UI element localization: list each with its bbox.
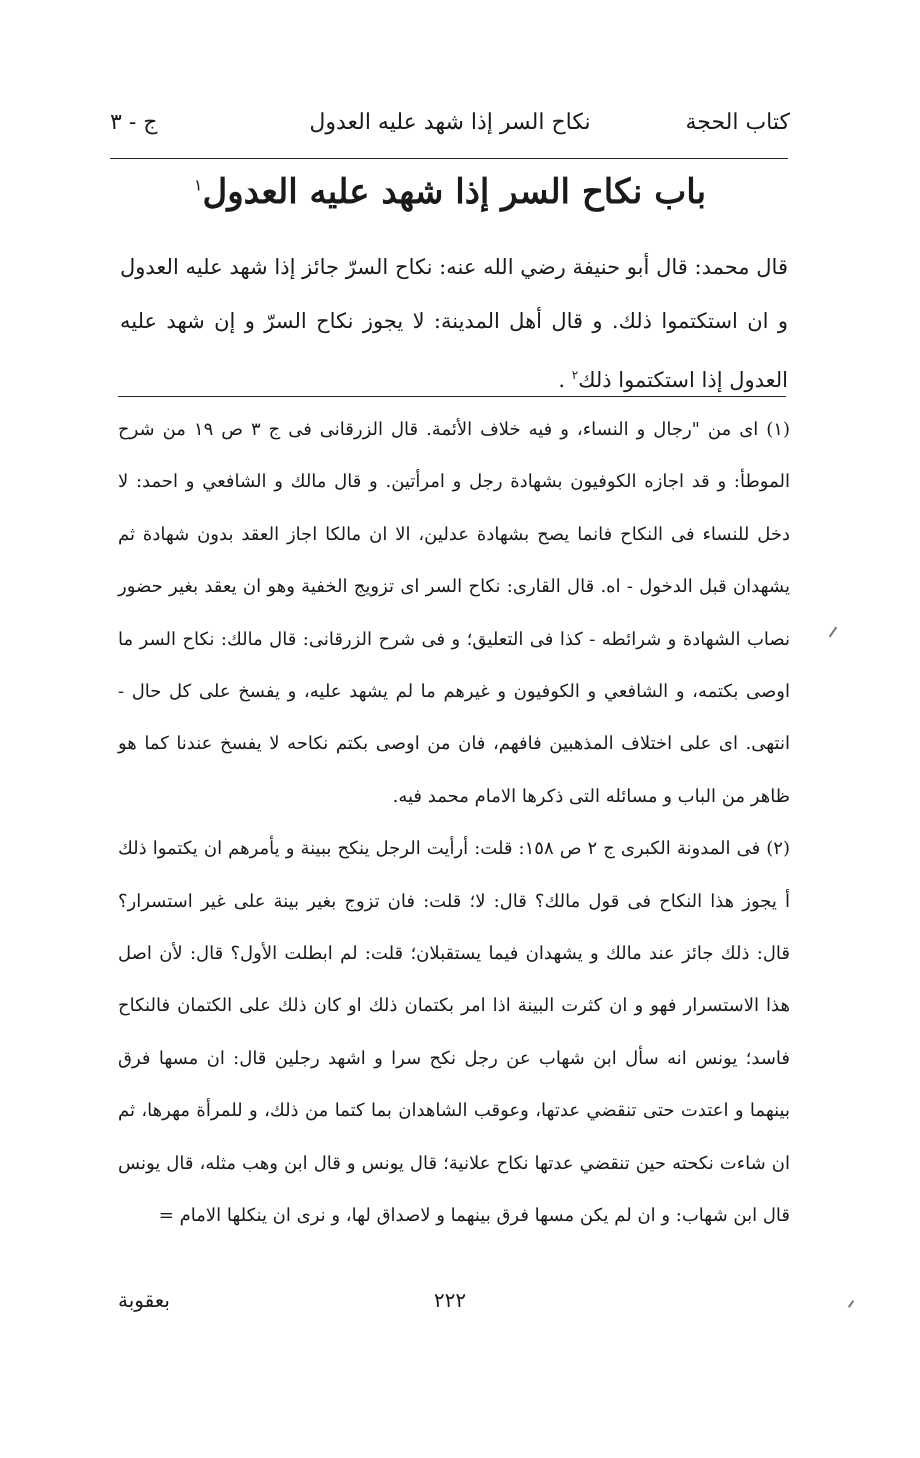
page-number: ٢٢٢: [433, 1288, 467, 1312]
main-text: قال محمد: قال أبو حنيفة رضي الله عنه: نكاح السرّ جائز إذا شهد عليه العدول و ان استكتموا ذلك. و قال أهل المدينة: لا يجوز نكاح السرّ و إن شهد عليه العدول إذا استكتموا ذلك: [120, 255, 788, 392]
scan-speck: [848, 1300, 854, 1308]
volume-label: ج - ٣: [110, 110, 158, 135]
footnotes: [118, 404, 790, 1243]
main-note-ref: ٢: [571, 368, 579, 382]
main-text-end: .: [558, 368, 572, 392]
footnote-1: (١) اى من "رجال و النساء، و فيه خلاف الأئمة. قال الزرقانى فى ج ٣ ص ١٩ من شرح الموطأ: و قد اجازه الكوفيون بشهادة رجل و امرأتين. و قال مالك و الشافعي و احمد: لا دخل للنساء فى النكاح فانما يصح بشهادة عدلين، الا ان مالكا اجاز العقد بدون شهادة ثم يشهدان قبل الدخول - اه. قال القارى: نكاح السر اى تزويج الخفية وهو ان يعقد بغير حضور نصاب الشهادة و شرائطه - كذا فى التعليق؛ و فى شرح الزرقانى: قال مالك: نكاح السر ما اوصى بكتمه، و الشافعي و الكوفيون و غيرهم ما لم يشهد عليه، و يفسخ على كل حال - انتهى. اى على اختلاف المذهبين فافهم، فان من اوصى بكتم نكاحه لا يفسخ عندنا كما هو ظاهر من الباب و مسائله التى ذكرها الامام محمد فيه.: [118, 419, 790, 807]
chapter-title: باب نكاح السر إذا شهد عليه العدول: [202, 172, 707, 212]
chapter-heading: [170, 172, 730, 212]
footnote-2: (٢) فى المدونة الكبرى ج ٢ ص ١٥٨: قلت: أرأيت الرجل ينكح ببينة و يأمرهم ان يكتموا ذلك أ يجوز هذا النكاح فى قول مالك؟ قال: لا؛ قلت: فان تزوج بغير بينة على غير استسرار؟ قال: ذلك جائز عند مالك و يشهدان فيما يستقبلان؛ قلت: لم ابطلت الأول؟ قال: لأن اصل هذا الاستسرار فهو و ان كثرت البينة اذا امر بكتمان ذلك او كان ذلك على الكتمان فالنكاح فاسد؛ يونس انه سأل ابن شهاب عن رجل نكح سرا و اشهد رجلين قال: ان مسها فرق بينهما و اعتدت حتى تنقضي عدتها، وعوقب الشاهدان بما كتما من ذلك، و للمرأة مهرها، ثم ان شاءت نكحته حين تنقضي عدتها نكاح علانية؛ قال يونس و قال ابن وهب مثله، قال يونس قال ابن شهاب: و ان لم يكن مسها فرق بينهما و لاصداق لها، و نرى ان ينكلها الامام =: [118, 838, 790, 1227]
running-header: [110, 102, 790, 146]
page-footer: [110, 1288, 790, 1328]
catchword: بعقوبة: [118, 1288, 170, 1312]
running-title: نكاح السر إذا شهد عليه العدول: [309, 110, 591, 135]
chapter-note-ref: ١: [193, 175, 203, 195]
main-paragraph: [120, 240, 788, 407]
scan-speck: [829, 627, 838, 638]
footnotes-divider: [118, 396, 786, 397]
header-divider: [110, 158, 788, 159]
book-title: كتاب الحجة: [685, 110, 790, 135]
